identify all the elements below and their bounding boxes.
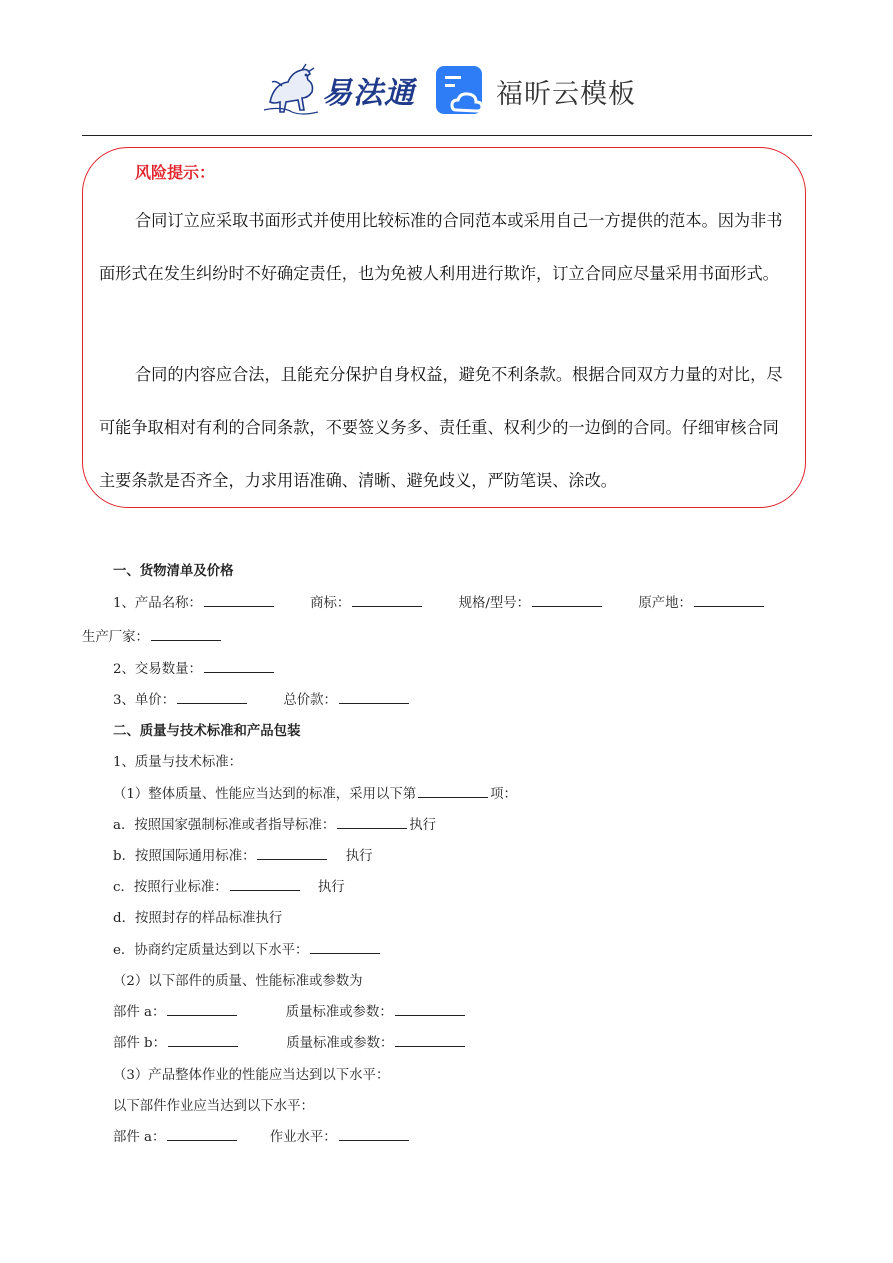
overall-performance-line: （3）产品整体作业的性能应当达到以下水平： [113, 1068, 390, 1083]
risk-title: 风险提示： [135, 163, 216, 182]
option-b-label: b．按照国际通用标准： [113, 849, 256, 864]
risk-paragraph-1: 合同订立应采取书面形式并使用比较标准的合同范本或采用自己一方提供的范本。因为非书面形式在发生纠纷时不好确定责任，也为免被人利用进行欺诈，订立合同应尽量采用书面形式。 [99, 211, 783, 283]
part-a-qstd-label: 质量标准或参数： [285, 1005, 393, 1020]
total-blank[interactable] [339, 691, 409, 704]
product-line [113, 592, 766, 611]
parts-quality-heading: （2）以下部件的质量、性能标准或参数为 [113, 974, 363, 989]
risk-warning-box [82, 147, 806, 508]
option-c-end: 执行 [317, 880, 345, 895]
header-divider [82, 135, 812, 136]
option-blank[interactable] [418, 785, 488, 798]
part-b-qstd-label: 质量标准或参数： [286, 1036, 394, 1051]
product-name-blank[interactable] [204, 594, 274, 607]
part-b-qstd-blank[interactable] [395, 1034, 465, 1047]
part-a-work-label: 部件 a： [113, 1130, 166, 1145]
overall-quality-line [113, 783, 517, 802]
option-b-end: 执行 [345, 849, 373, 864]
overall-quality-suffix: 项： [490, 787, 517, 802]
brand-label: 商标： [310, 596, 351, 611]
part-a-blank[interactable] [167, 1003, 237, 1016]
qty-blank[interactable] [204, 660, 274, 673]
parts-performance-line: 以下部件作业应当达到以下水平： [113, 1099, 314, 1114]
qilin-logo-icon [262, 62, 322, 116]
overall-quality-label: （1）整体质量、性能应当达到的标准，采用以下第 [113, 787, 417, 802]
brand-blank[interactable] [352, 594, 422, 607]
spec-label: 规格/型号： [458, 596, 531, 611]
option-e-label: e．协商约定质量达到以下水平： [113, 943, 309, 958]
part-b-line [113, 1032, 467, 1051]
price-blank[interactable] [177, 691, 247, 704]
maker-label: 生产厂家： [82, 630, 149, 645]
spec-blank[interactable] [532, 594, 602, 607]
risk-paragraph-2: 合同的内容应合法，且能充分保护自身权益，避免不利条款。根据合同双方力量的对比，尽可能争取相对有利的合同条款，不要签义务多、责任重、权利少的一边倒的合同。仔细审核合同主要条款是否齐全，力求用语准确、清晰、避免歧义，严防笔误、涂改。 [99, 365, 783, 490]
option-a-label: a．按照国家强制标准或者指导标准： [113, 818, 336, 833]
work-level-blank[interactable] [339, 1128, 409, 1141]
option-c-label: c．按照行业标准： [113, 880, 228, 895]
part-a-label: 部件 a： [113, 1005, 166, 1020]
origin-label: 原产地： [638, 596, 692, 611]
option-e-line [113, 939, 382, 958]
quality-standard-heading: 1、质量与技术标准： [113, 755, 243, 770]
maker-line [82, 626, 223, 645]
maker-blank[interactable] [151, 628, 221, 641]
part-b-label: 部件 b： [113, 1036, 166, 1051]
logo2-text: 福昕云模板 [496, 79, 636, 110]
product-name-label: 1、产品名称： [113, 596, 202, 611]
logo1-text: 易法通 [322, 76, 415, 111]
option-a-blank[interactable] [337, 816, 407, 829]
total-label: 总价款： [283, 693, 337, 708]
option-a-line [113, 814, 436, 833]
section-1-title: 一、货物清单及价格 [113, 563, 234, 579]
option-b-line [113, 845, 373, 864]
part-b-blank[interactable] [168, 1034, 238, 1047]
part-a-work-blank[interactable] [167, 1128, 237, 1141]
part-a-line [113, 1001, 467, 1020]
qty-line [113, 658, 276, 677]
part-a-work-line [113, 1126, 411, 1145]
option-d-line: d．按照封存的样品标准执行 [113, 911, 283, 926]
price-line [113, 689, 411, 708]
option-c-line [113, 876, 345, 895]
origin-blank[interactable] [694, 594, 764, 607]
work-level-label: 作业水平： [269, 1130, 337, 1145]
option-b-blank[interactable] [257, 847, 327, 860]
option-a-end: 执行 [409, 818, 437, 833]
option-e-blank[interactable] [310, 941, 380, 954]
section-2-title: 二、质量与技术标准和产品包装 [113, 723, 301, 739]
document-header [0, 60, 893, 122]
price-label: 3、单价： [113, 693, 176, 708]
part-a-qstd-blank[interactable] [395, 1003, 465, 1016]
cloud-template-logo-icon [436, 64, 486, 116]
option-c-blank[interactable] [230, 878, 300, 891]
qty-label: 2、交易数量： [113, 662, 202, 677]
